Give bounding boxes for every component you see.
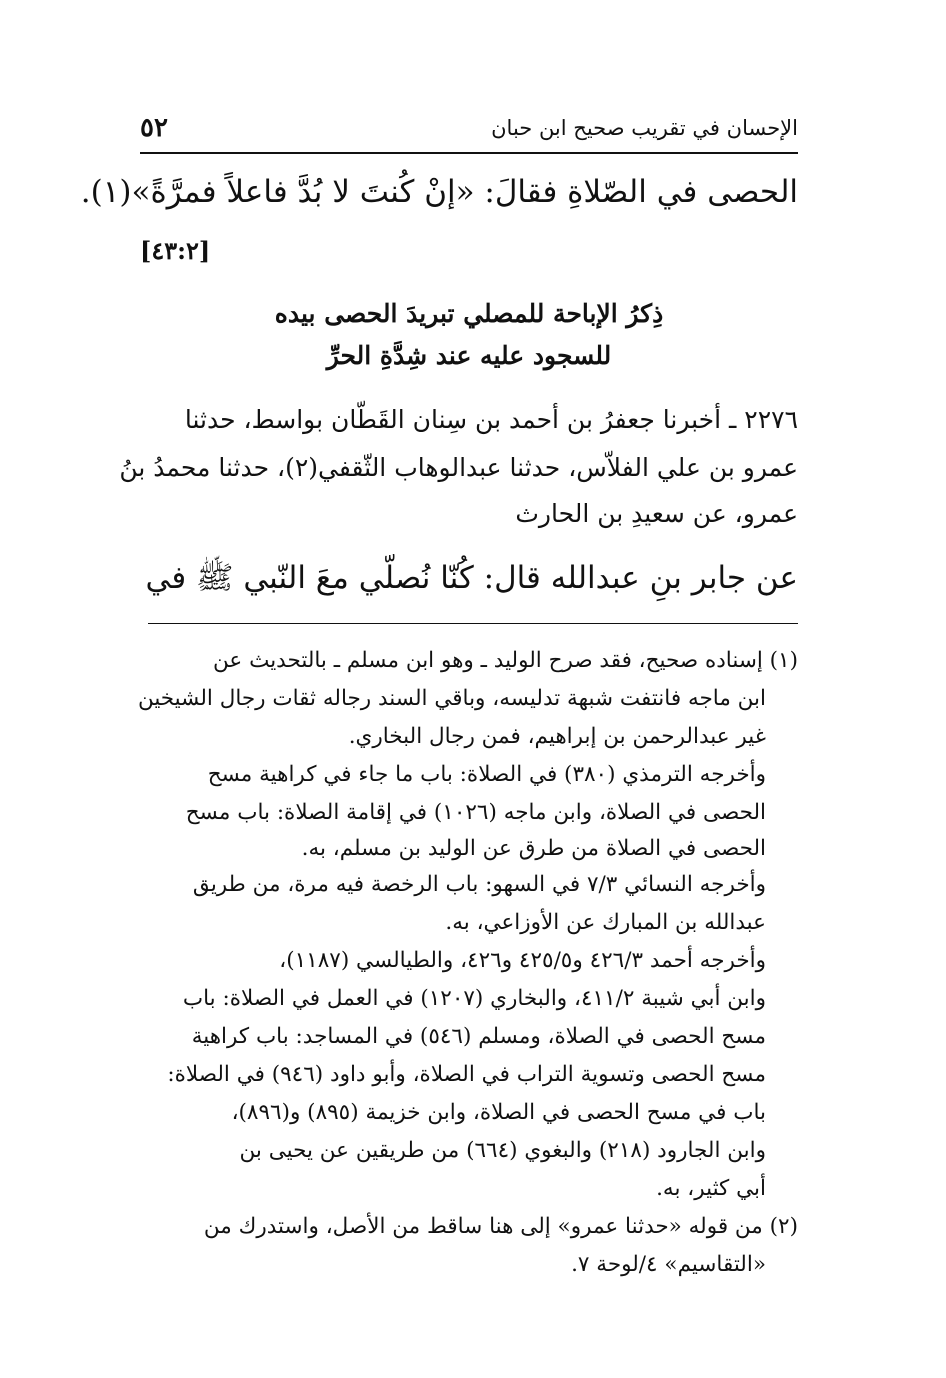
footnote-line: (١) إسناده صحيح، فقد صرح الوليد ـ وهو ابن مسلم ـ بالتحديث عن: [213, 648, 798, 673]
footnote-line: عبدالله بن المبارك عن الأوزاعي، به.: [445, 910, 766, 935]
footnote-line: وأخرجه النسائي ٧/٣ في السهو: باب الرخصة فيه مرة، من طريق: [192, 872, 766, 897]
footnote-line: غير عبدالرحمن بن إبراهيم، فمن رجال البخاري.: [348, 724, 766, 749]
page-header: [140, 108, 798, 148]
footnote-line: أبي كثير، به.: [656, 1176, 766, 1201]
footnote-line: وابن أبي شيبة ٤١١/٢، والبخاري (١٢٠٧) في العمل في الصلاة: باب: [182, 986, 766, 1011]
footnote-line: الحصى في الصلاة، وابن ماجه (١٠٢٦) في إقامة الصلاة: باب مسح: [185, 800, 766, 825]
footnote-line: مسح الحصى في الصلاة، ومسلم (٥٤٦) في المساجد: باب كراهية: [191, 1024, 766, 1049]
footnote-line: وابن الجارود (٢١٨) والبغوي (٦٦٤) من طريقين عن يحيى بن: [239, 1138, 766, 1163]
footnote-line: مسح الحصى وتسوية التراب في الصلاة، وأبو داود (٩٤٦) في الصلاة:: [167, 1062, 766, 1087]
chapter-heading-line: ذِكرُ الإباحة للمصلي تبريدَ الحصى بيده: [274, 299, 664, 328]
footnote-line: الحصى في الصلاة من طرق عن الوليد بن مسلم، به.: [301, 836, 766, 861]
page-number: ٥٢: [140, 113, 168, 143]
matn-text: عن جابر بنِ عبدالله قال: كُنّا نُصلّي معَ النّبي ﷺ في: [145, 560, 798, 596]
footnote-line: ابن ماجه فانتفت شبهة تدليسه، وباقي السند رجاله ثقات رجال الشيخين: [137, 686, 766, 711]
reference-bracket: [٤٣:٢]: [140, 236, 211, 265]
footnote-line: باب في مسح الحصى في الصلاة، وابن خزيمة (٨٩٥) و(٨٩٦)،: [231, 1100, 766, 1125]
chapter-heading-line: للسجود عليه عند شِدَّةِ الحرِّ: [326, 341, 612, 370]
isnad-line: ٢٢٧٦ ـ أخبرنا جعفرُ بن أحمد بن سِنان القَطّان بواسط، حدثنا: [184, 405, 798, 434]
isnad-line: عمرو بن علي الفلاّس، حدثنا عبدالوهاب الثّقفي(٢)، حدثنا محمدُ بنُ: [119, 453, 798, 482]
footnote-line: (٢) من قوله «حدثنا عمرو» إلى هنا ساقط من الأصل، واستدرك من: [203, 1214, 798, 1239]
isnad-line: عمرو، عن سعيدِ بن الحارث: [515, 499, 798, 528]
footnote-divider: [148, 623, 798, 624]
continuation-text: الحصى في الصّلاةِ فقالَ: «إنْ كُنتَ لا بُدَّ فاعلاً فمرَّةً»(١).: [80, 174, 798, 210]
header-divider: [140, 152, 798, 154]
footnote-line: وأخرجه أحمد ٤٢٦/٣ و٤٢٥/٥ و٤٢٦، والطيالسي (١١٨٧)،: [279, 948, 766, 973]
footnote-line: وأخرجه الترمذي (٣٨٠) في الصلاة: باب ما جاء في كراهية مسح: [207, 762, 766, 787]
running-title: الإحسان في تقريب صحيح ابن حبان: [491, 116, 798, 140]
footnote-line: «التقاسيم» ٤/لوحة ٧.: [571, 1252, 766, 1277]
